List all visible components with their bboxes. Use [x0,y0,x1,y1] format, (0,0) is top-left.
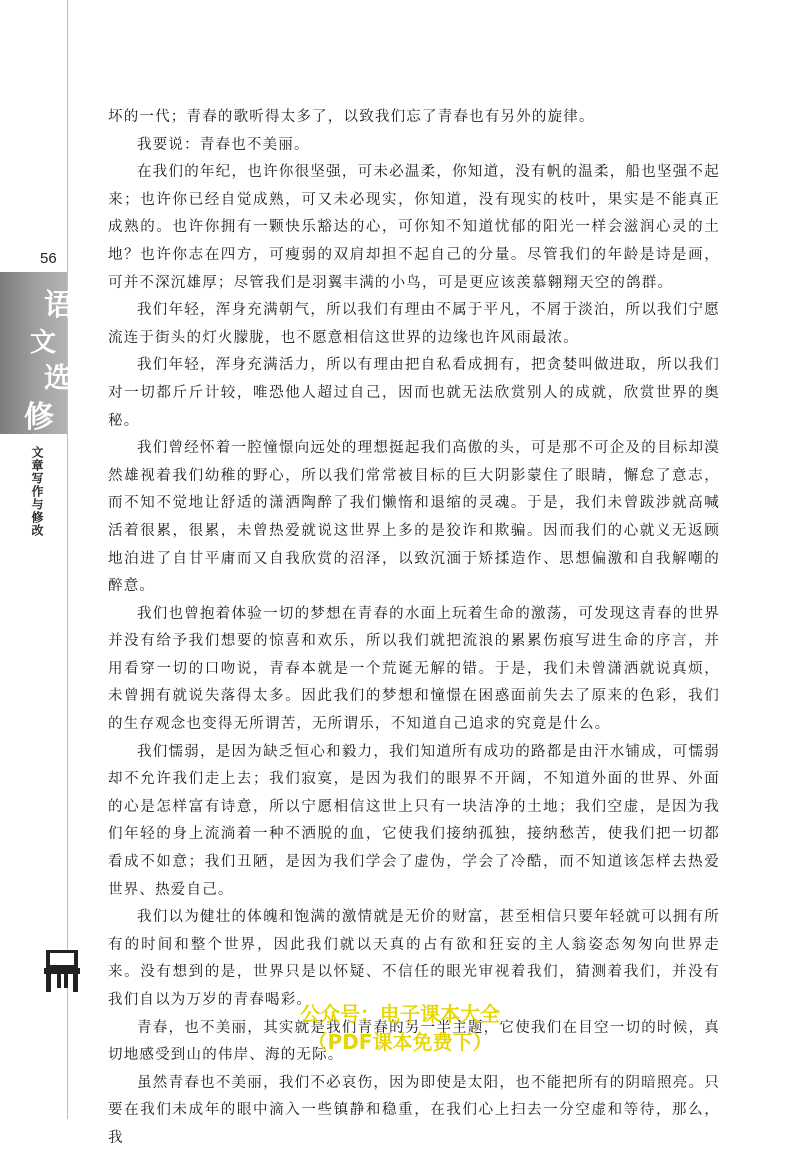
paragraph: 我们年轻，浑身充满活力，所以有理由把自私看成拥有，把贪婪叫做进取，所以我们对一切都斤斤计较，唯恐他人超过自己，因而也就无法欣赏别人的成就，欣赏世界的奥秘。 [108,357,720,429]
article-body [108,104,720,1153]
section-tab-char-3: 选 [44,361,73,394]
paragraph: 我们也曾抱着体验一切的梦想在青春的水面上玩着生命的激荡，可发现这青春的世界并没有给予我们想要的惊喜和欢乐，所以我们就把流浪的累累伤痕写进生命的序言，并用看穿一切的口吻说，青春本就是一个荒诞无解的错。于是，我们未曾潇洒就说真烦，未曾拥有就说失落得太多。因此我们的梦想和憧憬在困惑面前失去了原来的色彩，我们的生存观念也变得无所谓苦，无所谓乐，不知道自己追求的究竟是什么。 [108,605,720,733]
watermark-line-1: 公众号：电子课本大全 [300,1002,500,1026]
paragraph: 青春，也不美丽，其实就是我们青春的另一半主题，它使我们在目空一切的时候，真切地感受到山的伟岸、海的无际。 [108,1019,720,1064]
chair-decoration-icon [40,948,84,994]
watermark-line-2: （PDF课本免费下） [307,1030,493,1054]
paragraph: 坏的一代；青春的歌听得太多了，以致我们忘了青春也有另外的旋律。 [108,109,595,125]
paragraph: 在我们的年纪，也许你很坚强，可未必温柔，你知道，没有帆的温柔，船也坚强不起来；也许你已经自觉成熟，可又未必现实，你知道，没有现实的枝叶，果实是不能真正成熟的。也许你拥有一颗快乐豁达的心，可你知不知道忧郁的阳光一样会滋润心灵的土地？也许你志在四方，可瘦弱的双肩却担不起自己的分量。尽管我们的年龄是诗是画，可并不深沉雄厚；尽管我们是羽翼丰满的小鸟，可是更应该羡慕翱翔天空的鸽群。 [108,164,720,291]
paragraph: 我们年轻，浑身充满朝气，所以我们有理由不属于平凡，不屑于淡泊，所以我们宁愿流连于街头的灯火朦胧，也不愿意相信这世界的边缘也许风雨最浓。 [108,302,720,346]
paragraph: 我们曾经怀着一腔憧憬向远处的理想挺起我们高傲的头，可是那不可企及的目标却漠然雄视着我们幼稚的野心，所以我们常常被目标的巨大阴影蒙住了眼睛，懈怠了意志，而不知不觉地让舒适的潇洒陶醉了我们懒惰和退缩的灵魂。于是，我们未曾跋涉就高喊活着很累，很累，未曾热爱就说这世界上多的是狡诈和欺骗。因而我们的心就义无返顾地泊进了自甘平庸而又自我欣赏的沼泽，以致沉湎于矫揉造作、思想偏激和自我解嘲的醉意。 [108,440,720,595]
watermark [130,1000,670,1056]
section-tab-char-1: 语 [44,288,74,323]
paragraph: 虽然青春也不美丽，我们不必哀伤，因为即使是太阳，也不能把所有的阴暗照亮。只要在我们未成年的眼中滴入一些镇静和稳重，在我们心上扫去一分空虚和等待，那么，我 [108,1074,720,1146]
chapter-label: 文章写作与修改 [30,446,44,537]
paragraph: 我要说：青春也不美丽。 [137,136,310,153]
paragraph: 我们懦弱，是因为缺乏恒心和毅力，我们知道所有成功的路都是由汗水铺成，可懦弱却不允许我们走上去；我们寂寞，是因为我们的眼界不开阔，不知道外面的世界、外面的心是怎样富有诗意，所以宁愿相信这世上只有一块洁净的土地；我们空虚，是因为我们年轻的身上流淌着一种不洒脱的血，它使我们接纳孤独，接纳愁苦，使我们把一切都看成不如意；我们丑陋，是因为我们学会了虚伪，学会了冷酷，而不知道该怎样去热爱世界、热爱自己。 [108,743,720,898]
section-tab-char-4: 修 [24,400,54,435]
page-number: 56 [40,250,57,267]
paragraph: 我们以为健壮的体魄和饱满的激情就是无价的财富，甚至相信只要年轻就可以拥有所有的时间和整个世界，因此我们就以天真的占有欲和狂妄的主人翁姿态匆匆向世界走来。没有想到的是，世界只是以怀疑、不信任的眼光审视着我们，猜测着我们，并没有我们自以为万岁的青春喝彩。 [108,909,720,1008]
section-tab-char-2: 文 [30,328,57,358]
